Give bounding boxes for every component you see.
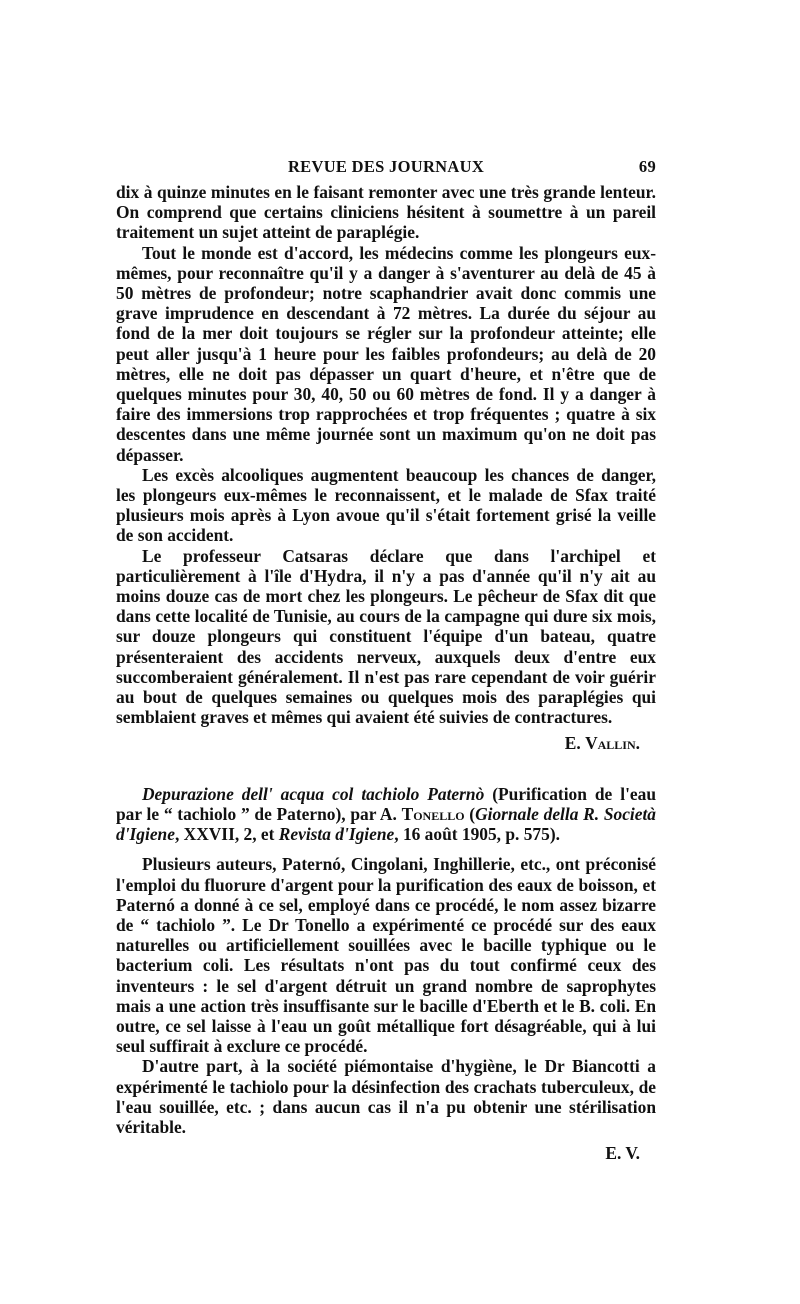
paragraph: Tout le monde est d'accord, les médecins comme les plongeurs eux-mêmes, pour reconnaître qu'il y a danger à s'aventurer au delà de 45 à 50 mètres de profondeur; notre scaphandrier avait donc commis une grave imprudence en descendant à 72 mètres. La durée du séjour au fond de la mer doit toujours se régler sur la profondeur atteinte; elle peut aller jusqu'à 1 heure pour les faibles profondeurs; au delà de 20 mètres, elle ne doit pas dépasser un quart d'heure, et n'être que de quelques minutes pour 30, 40, 50 ou 60 mètres de fond. Il y a danger à faire des immersions trop rapprochées et trop fréquentes ; quatre à six descentes dans une même journée sont un maximum qu'on ne doit pas dépasser. <box>116 242 656 465</box>
citation-italian-title: Depurazione dell' acqua col tachiolo Paternò <box>142 783 485 804</box>
running-title: REVUE DES JOURNAUX <box>287 157 485 176</box>
citation-end: , 16 août 1905, p. 575). <box>394 824 560 845</box>
author-signature <box>116 733 656 753</box>
paragraph: dix à quinze minutes en le faisant remonter avec une très grande lenteur. On comprend que certains cliniciens hésitent à soumettre à un pareil traitement un sujet atteint de paraplégie. <box>116 182 656 243</box>
article-citation <box>116 784 656 845</box>
citation-mid: , XXVII, 2, et <box>174 824 279 845</box>
page-body <box>116 182 656 1163</box>
paragraph: Le professeur Catsaras déclare que dans l'archipel et particulièrement à l'île d'Hydra, il n'y a pas d'année qu'il n'y ait au moins douze cas de mort chez les plongeurs. Le pêcheur de Sfax dit que dans cette localité de Tunisie, au cours de la campagne qui dure six mois, sur douze plongeurs qui constituent l'équipe d'un bateau, quatre présenteraient des accidents nerveux, auxquels deux d'entre eux succomberaient généralement. Il n'est pas rare cependant de voir guérir au bout de quelques semaines ou quelques mois des paraplégies qui semblaient graves et mêmes qui avaient été suivies de contractures. <box>116 545 656 728</box>
signature-name: Vallin. <box>585 733 640 754</box>
author-signature: E. V. <box>605 1143 640 1164</box>
citation-journal-1: Giornale della R. Società d'Igiene <box>116 803 657 845</box>
citation-open: ( <box>464 803 476 824</box>
running-header <box>116 157 656 181</box>
paragraph: Les excès alcooliques augmentent beaucoup les chances de danger, les plongeurs eux-mêmes le reconnaissent, et le malade de Sfax traité plusieurs mois après à Lyon avoue qu'il s'était fortement grisé la veille de son accident. <box>116 464 656 546</box>
citation-french-title: (Purification de l'eau par le “ tachiolo ” de Paterno), par A. <box>116 783 656 824</box>
citation-author: Tonello <box>401 803 465 824</box>
signature-initial: E. <box>564 733 586 754</box>
citation-journal-2: Revista d'Igiene <box>278 824 395 845</box>
paragraph: Plusieurs auteurs, Paternó, Cingolani, Inghillerie, etc., ont préconisé l'emploi du fluorure d'argent pour la purification des eaux de boisson, et Paternó a donné à ce sel, employé dans ce procédé, le nom assez bizarre de “ tachiolo ”. Le Dr Tonello a expérimenté ce procédé sur des eaux naturelles ou artificiellement souillées avec le bacille typhique ou le bacterium coli. Les résultats n'ont pas du tout confirmé ceux des inventeurs : le sel d'argent détruit un grand nombre de saprophytes mais a une action très insuffisante sur le bacille d'Eberth et le B. coli. En outre, ce sel laisse à l'eau un goût métallique fort désagréable, qui à lui seul suffirait à exclure ce procédé. <box>116 854 656 1057</box>
page-number: 69 <box>638 157 656 176</box>
paragraph: D'autre part, à la société piémontaise d'hygiène, le Dr Biancotti a expérimenté le tachiolo pour la désinfection des crachats tuberculeux, de l'eau souillée, etc. ; dans aucun cas il n'a pu obtenir une stérilisation véritable. <box>116 1056 656 1137</box>
